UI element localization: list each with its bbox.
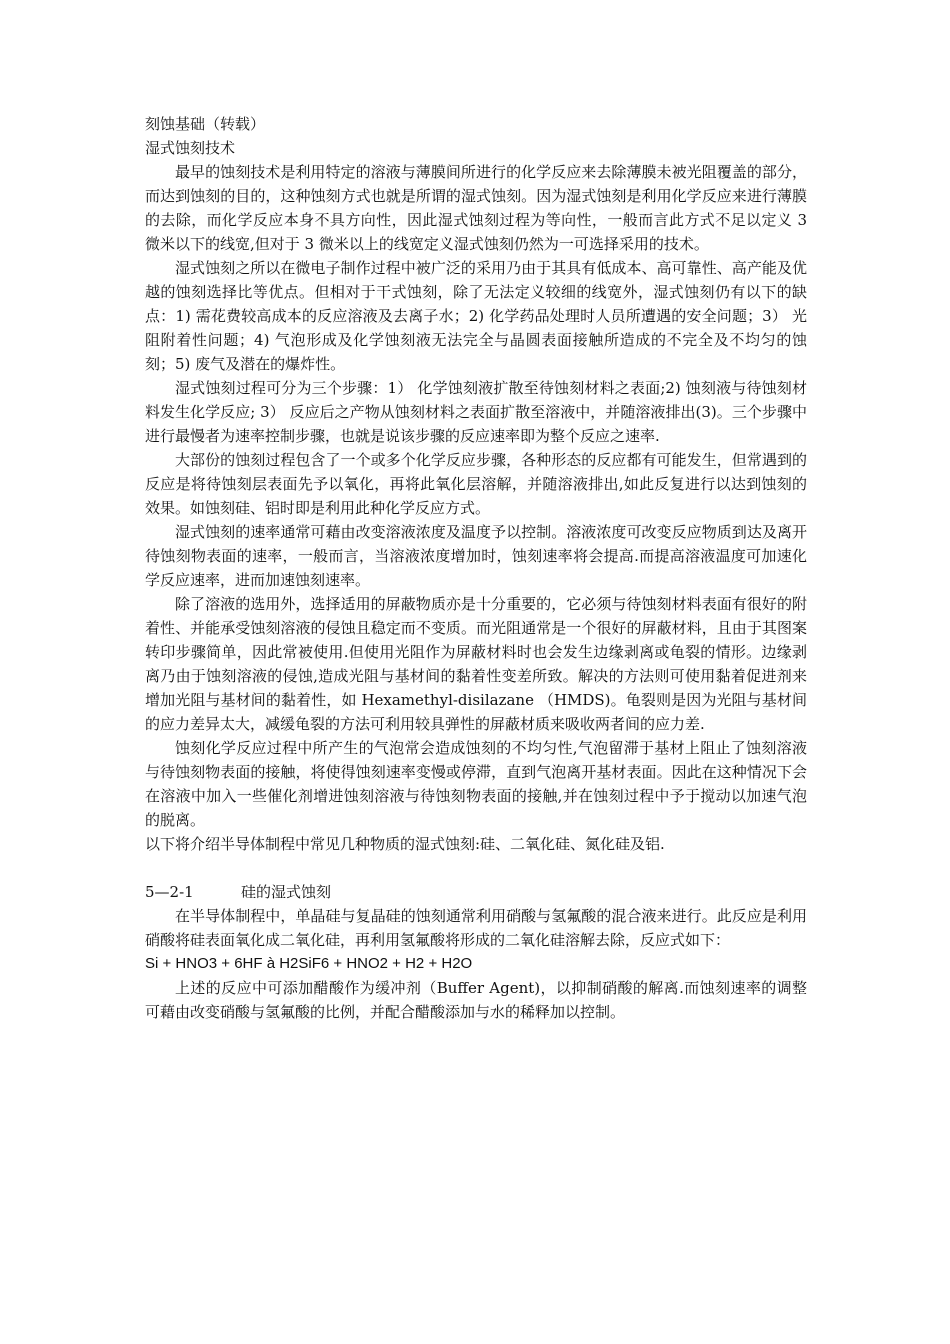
paragraph-6: 除了溶液的选用外，选择适用的屏蔽物质亦是十分重要的，它必须与待蚀刻材料表面有很好的附着性、并能承受蚀刻溶液的侵蚀且稳定而不变质。而光阻通常是一个很好的屏蔽材料，且由于其图案转印步骤简单，因此常被使用.但使用光阻作为屏蔽材料时也会发生边缘剥离或龟裂的情形。边缘剥离乃由于蚀刻溶液的侵蚀,造成光阻与基材间的黏着性变差所致。解决的方法则可使用黏着促进剂来增加光阻与基材间的黏着性，如 Hexamethyl-disilazane （HMDS)。龟裂则是因为光阻与基材间的应力差异太大，减缓龟裂的方法可利用较具弹性的屏蔽材质来吸收两者间的应力差. — [145, 595, 807, 733]
document-page — [145, 112, 807, 1024]
paragraph-7: 蚀刻化学反应过程中所产生的气泡常会造成蚀刻的不均匀性,气泡留滞于基材上阻止了蚀刻溶液与待蚀刻物表面的接触，将使得蚀刻速率变慢或停滞，直到气泡离开基材表面。因此在这种情况下会在溶液中加入一些催化剂增进蚀刻溶液与待蚀刻物表面的接触,并在蚀刻过程中予于搅动以加速气泡的脱离。 — [145, 739, 807, 829]
document-title: 刻蚀基础（转载） — [145, 115, 266, 133]
subsection-paragraph-1: 在半导体制程中，单晶硅与复晶硅的蚀刻通常利用硝酸与氢氟酸的混合液来进行。此反应是利用硝酸将硅表面氧化成二氧化硅，再利用氢氟酸将形成的二氧化硅溶解去除，反应式如下： — [145, 907, 807, 949]
paragraph-1: 最早的蚀刻技术是利用特定的溶液与薄膜间所进行的化学反应来去除薄膜未被光阻覆盖的部分，而达到蚀刻的目的，这种蚀刻方式也就是所谓的湿式蚀刻。因为湿式蚀刻是利用化学反应来进行薄膜的去除，而化学反应本身不具方向性，因此湿式蚀刻过程为等向性，一般而言此方式不足以定义 3 微米以下的线宽,但对于 3 微米以上的线宽定义湿式蚀刻仍然为一可选择采用的技术。 — [145, 163, 807, 253]
paragraph-5: 湿式蚀刻的速率通常可藉由改变溶液浓度及温度予以控制。溶液浓度可改变反应物质到达及离开待蚀刻物表面的速率，一般而言，当溶液浓度增加时，蚀刻速率将会提高.而提高溶液温度可加速化学反应速率，进而加速蚀刻速率。 — [145, 523, 807, 589]
paragraph-2: 湿式蚀刻之所以在微电子制作过程中被广泛的采用乃由于其具有低成本、高可靠性、高产能及优越的蚀刻选择比等优点。但相对于干式蚀刻，除了无法定义较细的线宽外，湿式蚀刻仍有以下的缺点：1) 需花费较高成本的反应溶液及去离子水；2) 化学药品处理时人员所遭遇的安全问题；3） 光阻附着性问题；4) 气泡形成及化学蚀刻液无法完全与晶圆表面接触所造成的不完全及不均匀的蚀刻；5) 废气及潜在的爆炸性。 — [145, 259, 807, 373]
paragraph-3: 湿式蚀刻过程可分为三个步骤：1） 化学蚀刻液扩散至待蚀刻材料之表面;2) 蚀刻液与待蚀刻材料发生化学反应; 3） 反应后之产物从蚀刻材料之表面扩散至溶液中，并随溶液排出(3)。三个步骤中进行最慢者为速率控制步骤，也就是说该步骤的反应速率即为整个反应之速率. — [145, 379, 807, 445]
subsection-heading — [145, 880, 807, 904]
spacer — [145, 856, 807, 880]
reaction-formula: Si + HNO3 + 6HF à H2SiF6 + HNO2 + H2 + H2O — [145, 955, 473, 972]
subsection-paragraph-2: 上述的反应中可添加醋酸作为缓冲剂（Buffer Agent)，以抑制硝酸的解离.而蚀刻速率的调整可藉由改变硝酸与氢氟酸的比例，并配合醋酸添加与水的稀释加以控制。 — [145, 979, 807, 1021]
subsection-number: 5—2-1 — [145, 883, 194, 901]
paragraph-4: 大部份的蚀刻过程包含了一个或多个化学反应步骤，各种形态的反应都有可能发生，但常遇到的反应是将待蚀刻层表面先予以氧化，再将此氧化层溶解，并随溶液排出,如此反复进行以达到蚀刻的效果。如蚀刻硅、铝时即是利用此种化学反应方式。 — [145, 451, 807, 517]
intro-line: 以下将介绍半导体制程中常见几种物质的湿式蚀刻:硅、二氧化硅、氮化硅及铝. — [145, 835, 665, 853]
section-heading: 湿式蚀刻技术 — [145, 139, 236, 157]
subsection-title: 硅的湿式蚀刻 — [241, 883, 332, 901]
